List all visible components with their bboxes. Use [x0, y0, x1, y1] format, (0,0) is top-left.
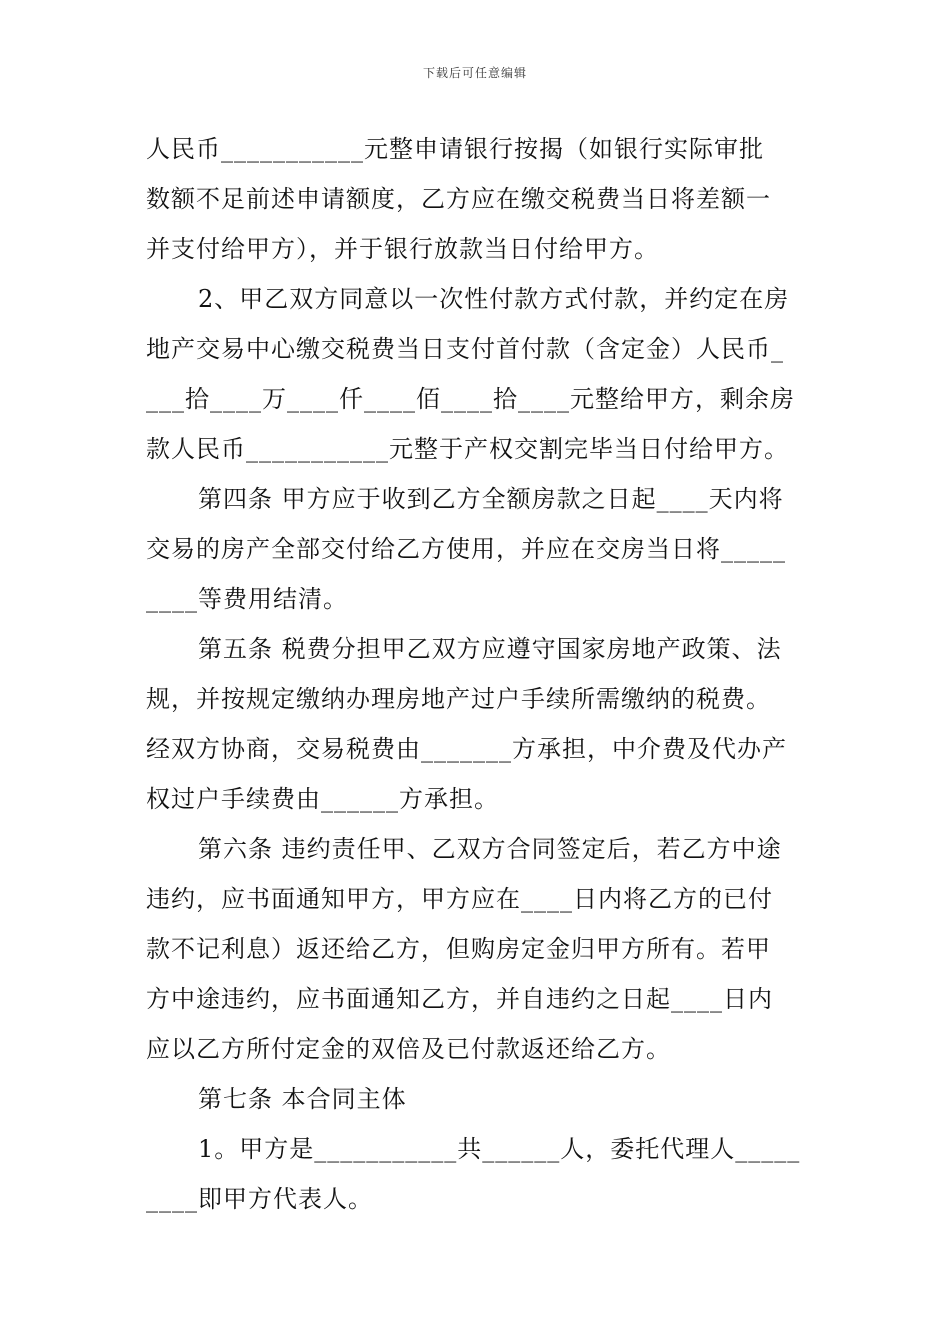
clause-2-start: 2、甲乙双方同意以一次性付款方式付款，并约定在房	[198, 285, 790, 313]
text-line: 权过户手续费由______方承担。	[146, 785, 499, 813]
article-7-item-1: 1。甲方是___________共______人，委托代理人_____	[198, 1135, 801, 1163]
text-line: 应以乙方所付定金的双倍及已付款返还给乙方。	[146, 1035, 671, 1063]
text-line: 方中途违约，应书面通知乙方，并自违约之日起____日内	[146, 985, 773, 1013]
text-line: ___拾____万____仟____佰____拾____元整给甲方，剩余房	[146, 385, 795, 413]
article-7-heading: 第七条 本合同主体	[198, 1085, 407, 1113]
document-body	[146, 124, 808, 1224]
article-4-start: 第四条 甲方应于收到乙方全额房款之日起____天内将	[198, 485, 784, 513]
header-note: 下载后可任意编辑	[422, 66, 527, 80]
text-line: 规，并按规定缴纳办理房地产过户手续所需缴纳的税费。	[146, 685, 771, 713]
text-line: 款不记利息）返还给乙方，但购房定金归甲方所有。若甲	[146, 935, 771, 963]
article-5-start: 第五条 税费分担甲乙双方应遵守国家房地产政策、法	[198, 635, 782, 663]
text-line: ____即甲方代表人。	[146, 1185, 373, 1213]
text-line: 交易的房产全部交付给乙方使用，并应在交房当日将_____	[146, 535, 786, 563]
text-line: 违约，应书面通知甲方，甲方应在____日内将乙方的已付	[146, 885, 773, 913]
text-line: 并支付给甲方），并于银行放款当日付给甲方。	[146, 235, 659, 263]
text-line: 地产交易中心缴交税费当日支付首付款（含定金）人民币_	[146, 335, 784, 363]
text-line: 经双方协商，交易税费由_______方承担，中介费及代办产	[146, 735, 787, 763]
text-line: ____等费用结清。	[146, 585, 348, 613]
text-line: 人民币___________元整申请银行按揭（如银行实际审批	[146, 135, 764, 163]
text-line: 款人民币___________元整于产权交割完毕当日付给甲方。	[146, 435, 789, 463]
article-6-start: 第六条 违约责任甲、乙双方合同签定后，若乙方中途	[198, 835, 782, 863]
text-line: 数额不足前述申请额度，乙方应在缴交税费当日将差额一	[146, 185, 771, 213]
